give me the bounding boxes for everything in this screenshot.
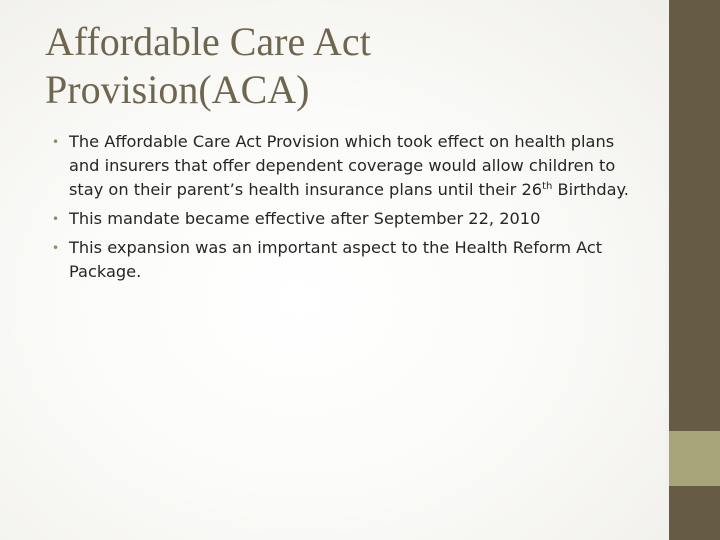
bullet-list xyxy=(52,130,642,289)
slide-title xyxy=(45,18,645,114)
bullet-icon: • xyxy=(52,212,60,226)
bullet-item-3 xyxy=(52,236,642,284)
bullet-1-text: The Affordable Care Act Provision which took effect on health plans and insurers that offer dependent coverage would allow children to stay on their parent’s health insurance plans until their 26 xyxy=(69,132,616,199)
bullet-1-text-end: Birthday. xyxy=(552,180,629,199)
bullet-item-2 xyxy=(52,207,642,231)
title-line-1: Affordable Care Act xyxy=(45,19,371,64)
bullet-icon: • xyxy=(52,135,60,149)
bullet-item-1 xyxy=(52,130,642,202)
bullet-icon: • xyxy=(52,241,60,255)
title-line-2: Provision(ACA) xyxy=(45,67,310,112)
bullet-1-superscript: th xyxy=(542,181,553,192)
bullet-2-text: This mandate became effective after September 22, 2010 xyxy=(69,209,541,228)
side-accent-block xyxy=(669,431,720,486)
bullet-3-text: This expansion was an important aspect to the Health Reform Act Package. xyxy=(69,238,603,281)
